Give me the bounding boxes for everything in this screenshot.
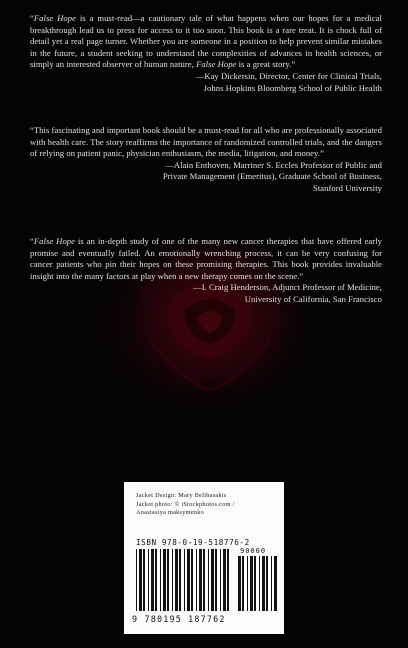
barcode-bar: [220, 549, 221, 611]
barcode-bar: [208, 549, 209, 611]
blurb-dickersin: [30, 13, 382, 94]
barcode-bar: [167, 549, 169, 611]
barcode-bar: [139, 549, 142, 611]
barcode-bar: [266, 556, 268, 611]
price-addon-number: 90000: [240, 547, 267, 555]
barcode-bar: [242, 556, 244, 611]
barcode-bar: [203, 549, 205, 611]
barcode-bar: [227, 549, 229, 611]
barcode-bar: [143, 549, 145, 611]
barcode-bar: [172, 549, 173, 611]
barcode-bar: [254, 556, 256, 611]
barcode-bar: [175, 549, 178, 611]
barcode-bar: [179, 549, 181, 611]
blurb-enthoven: [30, 125, 382, 195]
barcode-label: [124, 482, 284, 634]
barcode-bar: [155, 549, 157, 611]
barcode-bar: [160, 549, 161, 611]
barcode-bar: [274, 556, 277, 611]
blurb-attribution: —I. Craig Henderson, Adjunct Professor of Medicine, University of California, San Francisco: [193, 282, 382, 304]
blurb-attribution: —Kay Dickersin, Director, Center for Clinical Trials, Johns Hopkins Bloomberg School of Public Health: [195, 70, 382, 93]
book-title: False Hope: [196, 59, 237, 70]
barcode-bar: [223, 549, 226, 611]
barcode-bar: [187, 549, 190, 611]
barcode-bar: [163, 549, 166, 611]
barcode-bar: [250, 556, 253, 611]
blurb-text: “This fascinating and important book should be a must-read for all who are professionally associated with health care. The story reaffirms the importance of randomized controlled trials, and the dangers of relying on patient panic, physician enthusiasm, the media, litigation, and money.”: [30, 125, 382, 159]
blurb-henderson: [30, 236, 382, 306]
barcode-bar: [271, 556, 272, 611]
barcode-bar: [215, 549, 217, 611]
barcode-bar: [184, 549, 185, 611]
barcode-bar: [247, 556, 248, 611]
blurb-text: “False Hope is a must-read—a cautionary tale of what happens when our hopes for a medical breakthrough lead us to press for access to it too soon. This book is a rare treat. It is chock full of detail yet a real page turner. Whether you are someone in a position to help prevent similar mistakes in the future, a student seeking to understand the complexities of advances in health sciences, or simply an interested observer of human nature, False Hope is a great story.”: [30, 13, 382, 70]
ean-barcode: [136, 549, 234, 611]
barcode-bar: [238, 556, 241, 611]
barcode-bar: [262, 556, 265, 611]
blurb-text: “False Hope is an in-depth study of one of the many new cancer therapies that have offered early promise and eventually failed. An emotionally wrenching process, it can be very confusing for cancer patients who pin their hopes on these promising therapies. This book provides invaluable insight into the many factors at play when a new therapy comes on the scene.”: [30, 236, 382, 281]
addon-barcode: [238, 556, 278, 611]
book-title: False Hope: [33, 236, 75, 246]
barcode-bar: [199, 549, 202, 611]
book-title: False Hope: [33, 13, 76, 23]
barcode-bar: [136, 549, 137, 611]
isbn-text: ISBN 978-0-19-518776-2: [136, 538, 250, 547]
barcode-bar: [191, 549, 193, 611]
ean-number: 9 780195 187762: [132, 614, 226, 624]
jacket-credits: Jacket Design: Mary Belibasakis Jacket photo: © iStockphotos.com / Anastasiya maksymenko: [136, 492, 235, 517]
barcode-bar: [259, 556, 260, 611]
barcode-bar: [196, 549, 197, 611]
barcode-bar: [211, 549, 214, 611]
barcode-bar: [151, 549, 154, 611]
barcode-bar: [148, 549, 149, 611]
blurb-attribution: —Alain Enthoven, Marriner S. Eccles Professor of Public and Private Management (Emeritus), Graduate School of Business, Stanford University: [162, 159, 382, 193]
